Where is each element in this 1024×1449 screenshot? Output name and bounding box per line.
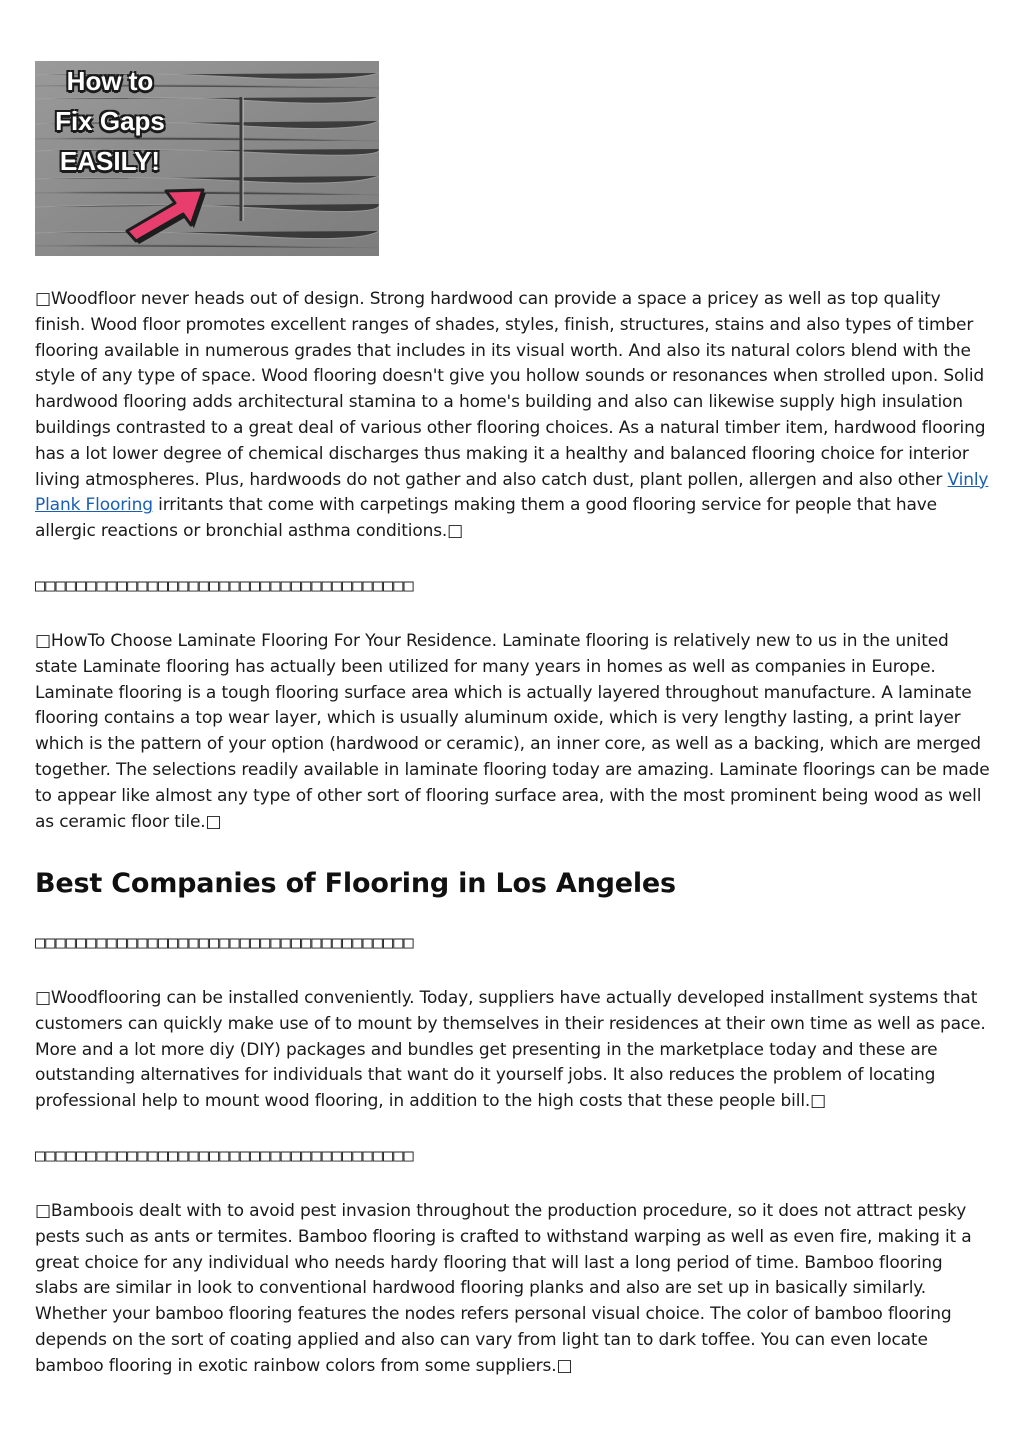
placeholder-glyph-row: □□□□□□□□□□□□□□□□□□□□□□□□□□□□□□□□□□□□□: [35, 576, 414, 596]
paragraph-text-after: irritants that come with carpetings making them a good flooring service for people that have allergic reactions or bronchial asthma conditions.□: [35, 495, 937, 542]
paragraph-wood-floor: [35, 287, 990, 545]
caption-line: Fix Gaps: [55, 106, 165, 136]
paragraph-lead: □How: [35, 631, 88, 651]
paragraph-lead: □Bamboo: [35, 1201, 121, 1221]
paragraph-bamboo: [35, 1199, 990, 1380]
paragraph-laminate: [35, 629, 990, 835]
vinly-plank-flooring-link[interactable]: Vinly Plank Flooring: [35, 469, 989, 516]
paragraph-lead: □Wood: [35, 988, 98, 1008]
section-heading: Best Companies of Flooring in Los Angeles: [35, 868, 676, 899]
thumbnail-image: [35, 61, 379, 256]
paragraph-text: is dealt with to avoid pest invasion throughout the production procedure, so it does not attract pesky pests such as ants or termites. Bamboo flooring is crafted to withstand warping as well as even fire, making it a great choice for any individual who needs hardy flooring that will last a long period of time. Bamboo flooring slabs are similar in look to conventional hardwood flooring planks and also are set up in basically similarly. Whether your bamboo flooring features the nodes refers personal visual choice. The color of bamboo flooring depends on the sort of coating applied and also can vary from light tan to dark toffee. You can even locate bamboo flooring in exotic rainbow colors from some suppliers.□: [35, 1201, 972, 1376]
paragraph-text: To Choose Laminate Flooring For Your Residence. Laminate flooring is relatively new to us in the united state Laminate flooring has actually been utilized for many years in homes as well as companies in Europe. Laminate flooring is a tough flooring surface area which is actually layered throughout manufacture. A laminate flooring contains a top wear layer, which is usually aluminum oxide, which is very lengthy lasting, a print layer which is the pattern of your option (hardwood or ceramic), an inner core, as well as a backing, which are merged together. The selections readily available in laminate flooring today are amazing. Laminate floorings can be made to appear like almost any type of other sort of flooring surface area, with the most prominent being wood as well as ceramic floor tile.□: [35, 631, 990, 832]
paragraph-text: flooring can be installed conveniently. Today, suppliers have actually developed installment systems that customers can quickly make use of to mount by themselves in their residences at their own time as well as pace. More and a lot more diy (DIY) packages and bundles get presenting in the marketplace today and these are outstanding alternatives for individuals that want do it yourself jobs. It also reduces the problem of locating professional help to mount wood flooring, in addition to the high costs that these people bill.□: [35, 988, 986, 1112]
thumbnail-caption: [35, 61, 185, 181]
paragraph-lead: □Wood: [35, 289, 98, 309]
paragraph-wood-install: [35, 986, 990, 1115]
placeholder-glyph-row: □□□□□□□□□□□□□□□□□□□□□□□□□□□□□□□□□□□□□: [35, 1146, 414, 1166]
placeholder-glyph-row: □□□□□□□□□□□□□□□□□□□□□□□□□□□□□□□□□□□□□: [35, 933, 414, 953]
caption-line: EASILY!: [59, 146, 161, 176]
paragraph-text: floor never heads out of design. Strong hardwood can provide a space a pricey as well as top quality finish. Wood floor promotes excellent ranges of shades, styles, finish, structures, stains and also types of timber flooring available in numerous grades that includes in its visual worth. And also its natural colors blend with the style of any type of space. Wood flooring doesn't give you hollow sounds or resonances when strolled upon. Solid hardwood flooring adds architectural stamina to a home's building and also can likewise supply high insulation buildings contrasted to a great deal of various other flooring choices. As a natural timber item, hardwood flooring has a lot lower degree of chemical discharges thus making it a healthy and balanced flooring choice for interior living atmospheres. Plus, hardwoods do not gather and also catch dust, plant pollen, allergen and also other: [35, 289, 986, 490]
caption-line: How to: [66, 66, 154, 96]
